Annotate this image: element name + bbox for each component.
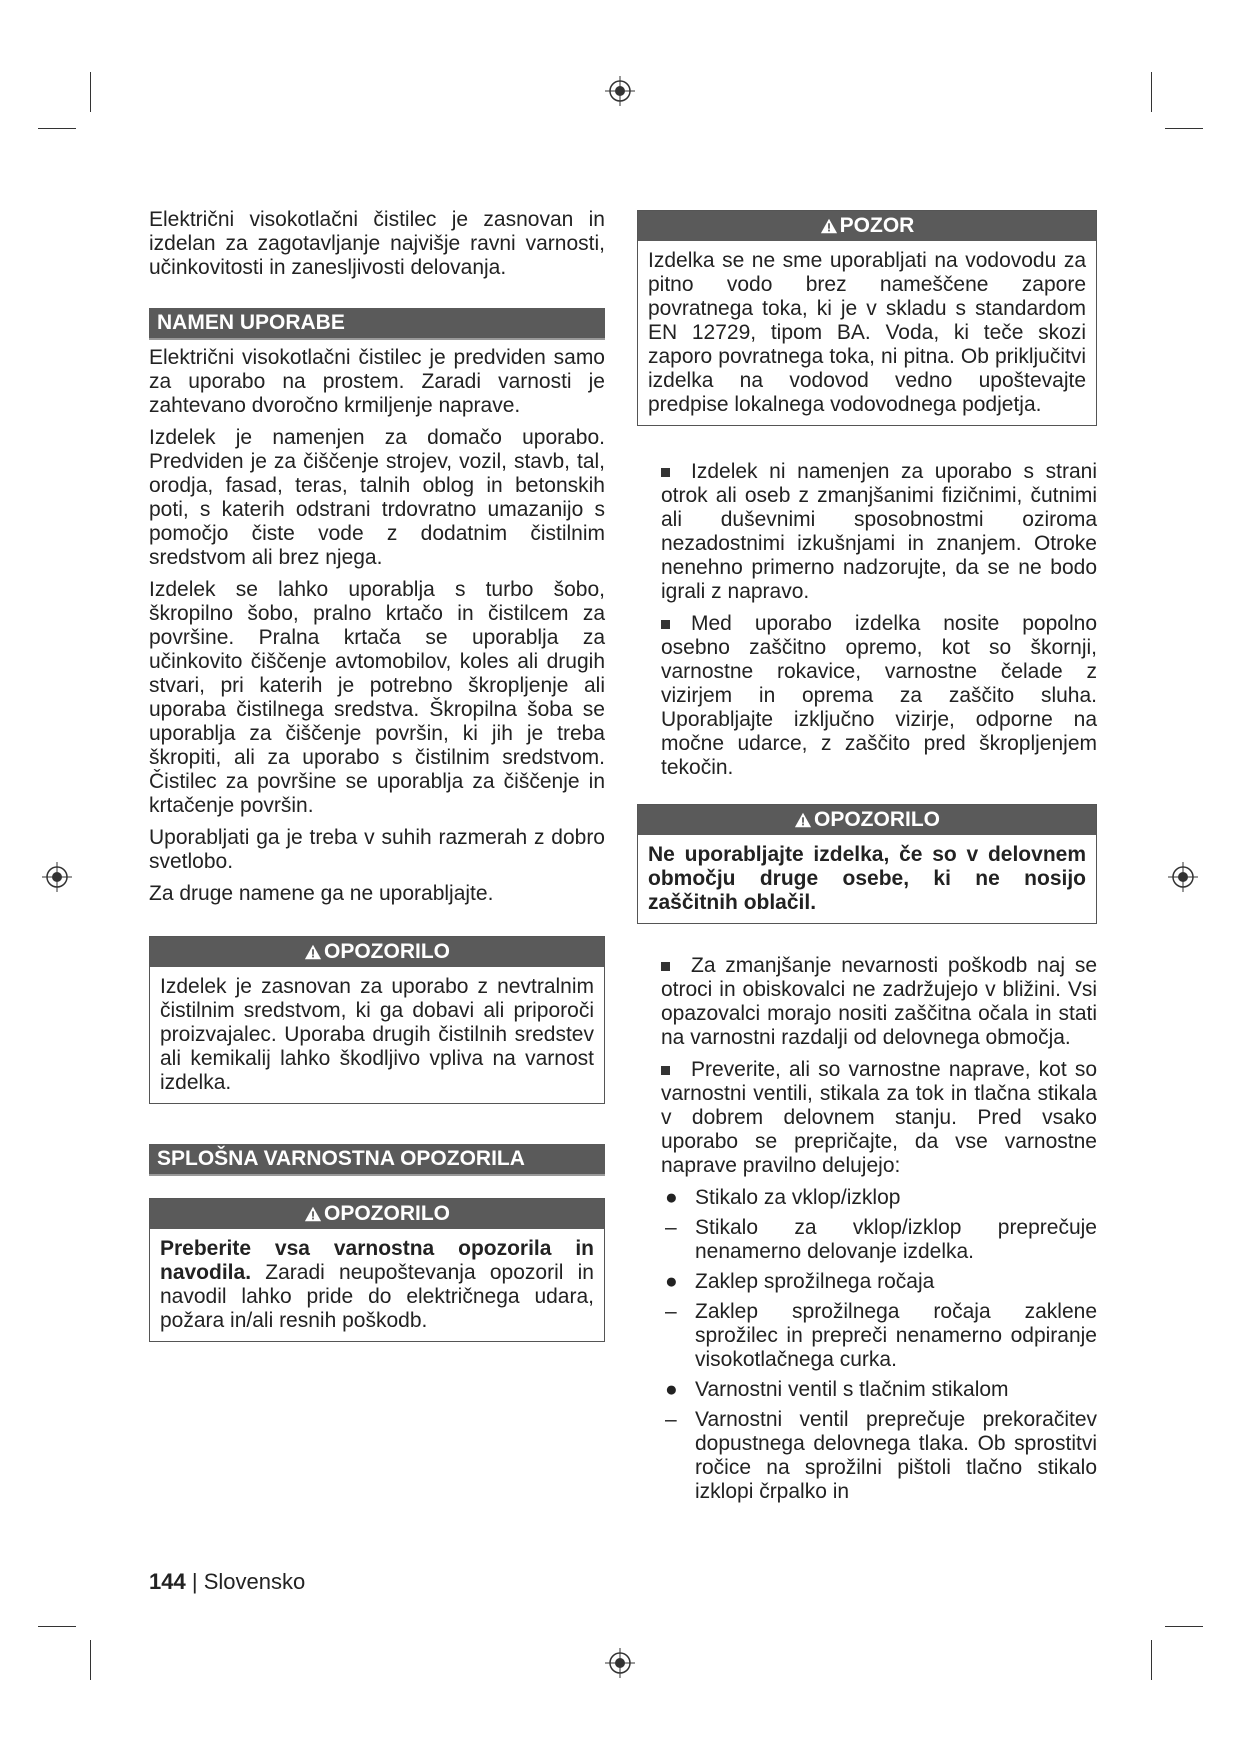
registration-mark-icon (1168, 862, 1198, 892)
intended-use-paragraph: Uporabljati ga je treba v suhih razmerah z dobro svetlobo. (149, 826, 605, 873)
list-item: Za zmanjšanje nevarnosti poškodb naj se otroci in obiskovalci ne zadržujejo v bližini. Vsi opazovalci morajo nositi zaščitna očala in stati na varnostni razdalji od delovnega območja. (661, 954, 1097, 1049)
warning-rest-text: Zaradi neupoštevanja opozoril in navodil lahko pride do električnega udara, požara in/ali resnih poškodb. (160, 1261, 594, 1332)
caution-box (637, 210, 1097, 426)
warning-text (160, 1237, 594, 1333)
crop-mark (90, 72, 91, 112)
crop-mark (1165, 1626, 1203, 1627)
sub-list-item: – Stikalo za vklop/izklop preprečuje nenamerno delovanje izdelka. (665, 1216, 1097, 1263)
list-item: Med uporabo izdelka nosite popolno osebno zaščitno opremo, kot so škornji, varnostne rokavice, varnostne čelade z vizirjem in oprema za zaščito sluha. Uporabljajte izključno vizirje, odporne na močne udarce, z zaščito pred škropljenjem tekočin. (661, 612, 1097, 779)
registration-mark-icon (605, 76, 635, 106)
warning-box (149, 1198, 605, 1342)
warning-triangle-icon (304, 943, 322, 961)
sub-list-item: – Zaklep sprožilnega ročaja zaklene sprožilec in prepreči nenamerno odpiranje visokotlačnega curka. (665, 1300, 1097, 1371)
crop-mark (1165, 128, 1203, 129)
warning-text: Izdelek je zasnovan za uporabo z nevtralnim čistilnim sredstvom, ki ga dobavi ali priporoči proizvajalec. Uporaba drugih čistilnih sredstev ali kemikalij lahko škodljivo vpliva na varnost izdelka. (160, 975, 594, 1094)
sub-list-item: ● Varnostni ventil s tlačnim stikalom (665, 1378, 1009, 1401)
square-bullet-icon (661, 468, 670, 477)
warning-triangle-icon (794, 811, 812, 829)
page-number: 144 (149, 1569, 186, 1594)
section-heading-intended-use: NAMEN UPORABE (149, 308, 605, 340)
sub-list-item: – Varnostni ventil preprečuje prekoračitev dopustnega delovnega tlaka. Ob sprostitvi ročice na sprožilni pištoli tlačno stikalo izklopi črpalko in (665, 1408, 1097, 1503)
crop-mark (1151, 72, 1152, 112)
page-footer (149, 1569, 305, 1595)
warning-triangle-icon (304, 1205, 322, 1223)
warning-box (637, 804, 1097, 924)
warning-header (150, 1199, 604, 1229)
warning-title: OPOZORILO (324, 940, 450, 963)
intended-use-paragraph: Električni visokotlačni čistilec je predviden samo za uporabo na prostem. Zaradi varnosti je zahtevano dvoročno krmiljenje naprave. (149, 346, 605, 417)
crop-mark (38, 128, 76, 129)
footer-separator: | (191, 1569, 198, 1594)
intended-use-paragraph: Za druge namene ga ne uporabljajte. (149, 882, 494, 905)
warning-header (638, 805, 1096, 835)
square-bullet-icon (661, 620, 670, 629)
intro-paragraph: Električni visokotlačni čistilec je zasnovan in izdelan za zagotavljanje najvišje ravni varnosti, učinkovitosti in zanesljivosti delovanja. (149, 208, 605, 279)
left-column (149, 208, 605, 1360)
caution-triangle-icon (820, 217, 838, 235)
warning-text: Ne uporabljajte izdelka, če so v delovnem območju druge osebe, ki ne nosijo zaščitnih oblačil. (648, 843, 1086, 914)
crop-mark (1151, 1640, 1152, 1680)
list-item: Izdelek ni namenjen za uporabo s strani otrok ali oseb z zmanjšanimi fizičnimi, čutnimi ali duševnimi sposobnostmi oziroma nezadostnimi izkušnjami in znanjem. Otroke nenehno primerno nadzorujte, da se ne bodo igrali z napravo. (661, 460, 1097, 603)
sub-list-item: ● Stikalo za vklop/izklop (665, 1186, 901, 1209)
warning-title: OPOZORILO (324, 1202, 450, 1225)
right-column (637, 210, 1097, 1510)
registration-mark-icon (42, 862, 72, 892)
warning-title: OPOZORILO (814, 808, 940, 831)
caution-text: Izdelka se ne sme uporabljati na vodovodu za pitno vodo brez nameščene zapore povratnega toka, ki je v skladu s standardom EN 12729, tipom BA. Voda, ki teče skozi zaporo povratnega toka, ni pitna. Ob priključitvi izdelka na vodovod vedno upoštevajte predpise lokalnega vodovodnega podjetja. (648, 249, 1086, 416)
footer-language: Slovensko (203, 1569, 306, 1594)
intended-use-paragraph: Izdelek se lahko uporablja s turbo šobo, škropilno šobo, pralno krtačo in čistilcem za površine. Pralna krtača se uporablja za učinkovito čiščenje avtomobilov, koles ali drugih stvari, pri katerih je potrebno škropljenje ali uporaba čistilnega sredstva. Škropilna šoba se uporablja za čiščenje površin, ki jih je treba škropiti, ali za uporabo s čistilnim sredstvom. Čistilec za površine se uporablja za čiščenje in krtačenje površin. (149, 578, 605, 817)
section-heading-general-safety: SPLOŠNA VARNOSTNA OPOZORILA (149, 1144, 605, 1176)
sub-list-item: ● Zaklep sprožilnega ročaja (665, 1270, 935, 1293)
crop-mark (38, 1626, 76, 1627)
crop-mark (90, 1640, 91, 1680)
caution-title: POZOR (839, 214, 915, 237)
square-bullet-icon (661, 1066, 670, 1075)
list-item: Preverite, ali so varnostne naprave, kot so varnostni ventili, stikala za tok in tlačna stikala v dobrem delovnem stanju. Pred vsako uporabo se prepričajte, da vse varnostne naprave pravilno delujejo: (661, 1058, 1097, 1177)
warning-box (149, 936, 605, 1104)
warning-header (150, 937, 604, 967)
registration-mark-icon (605, 1648, 635, 1678)
warning-bold-text: Preberite vsa varnostna opozorila in navodila. (160, 1237, 594, 1284)
square-bullet-icon (661, 962, 670, 971)
caution-header (638, 211, 1096, 241)
intended-use-paragraph: Izdelek je namenjen za domačo uporabo. Predviden je za čiščenje strojev, vozil, stavb, tal, orodja, fasad, teras, talnih oblog in betonskih poti, s katerih odstrani trdovratno umazanijo s pomočjo čiste vode z dodatnim čistilnim sredstvom ali brez njega. (149, 426, 605, 569)
